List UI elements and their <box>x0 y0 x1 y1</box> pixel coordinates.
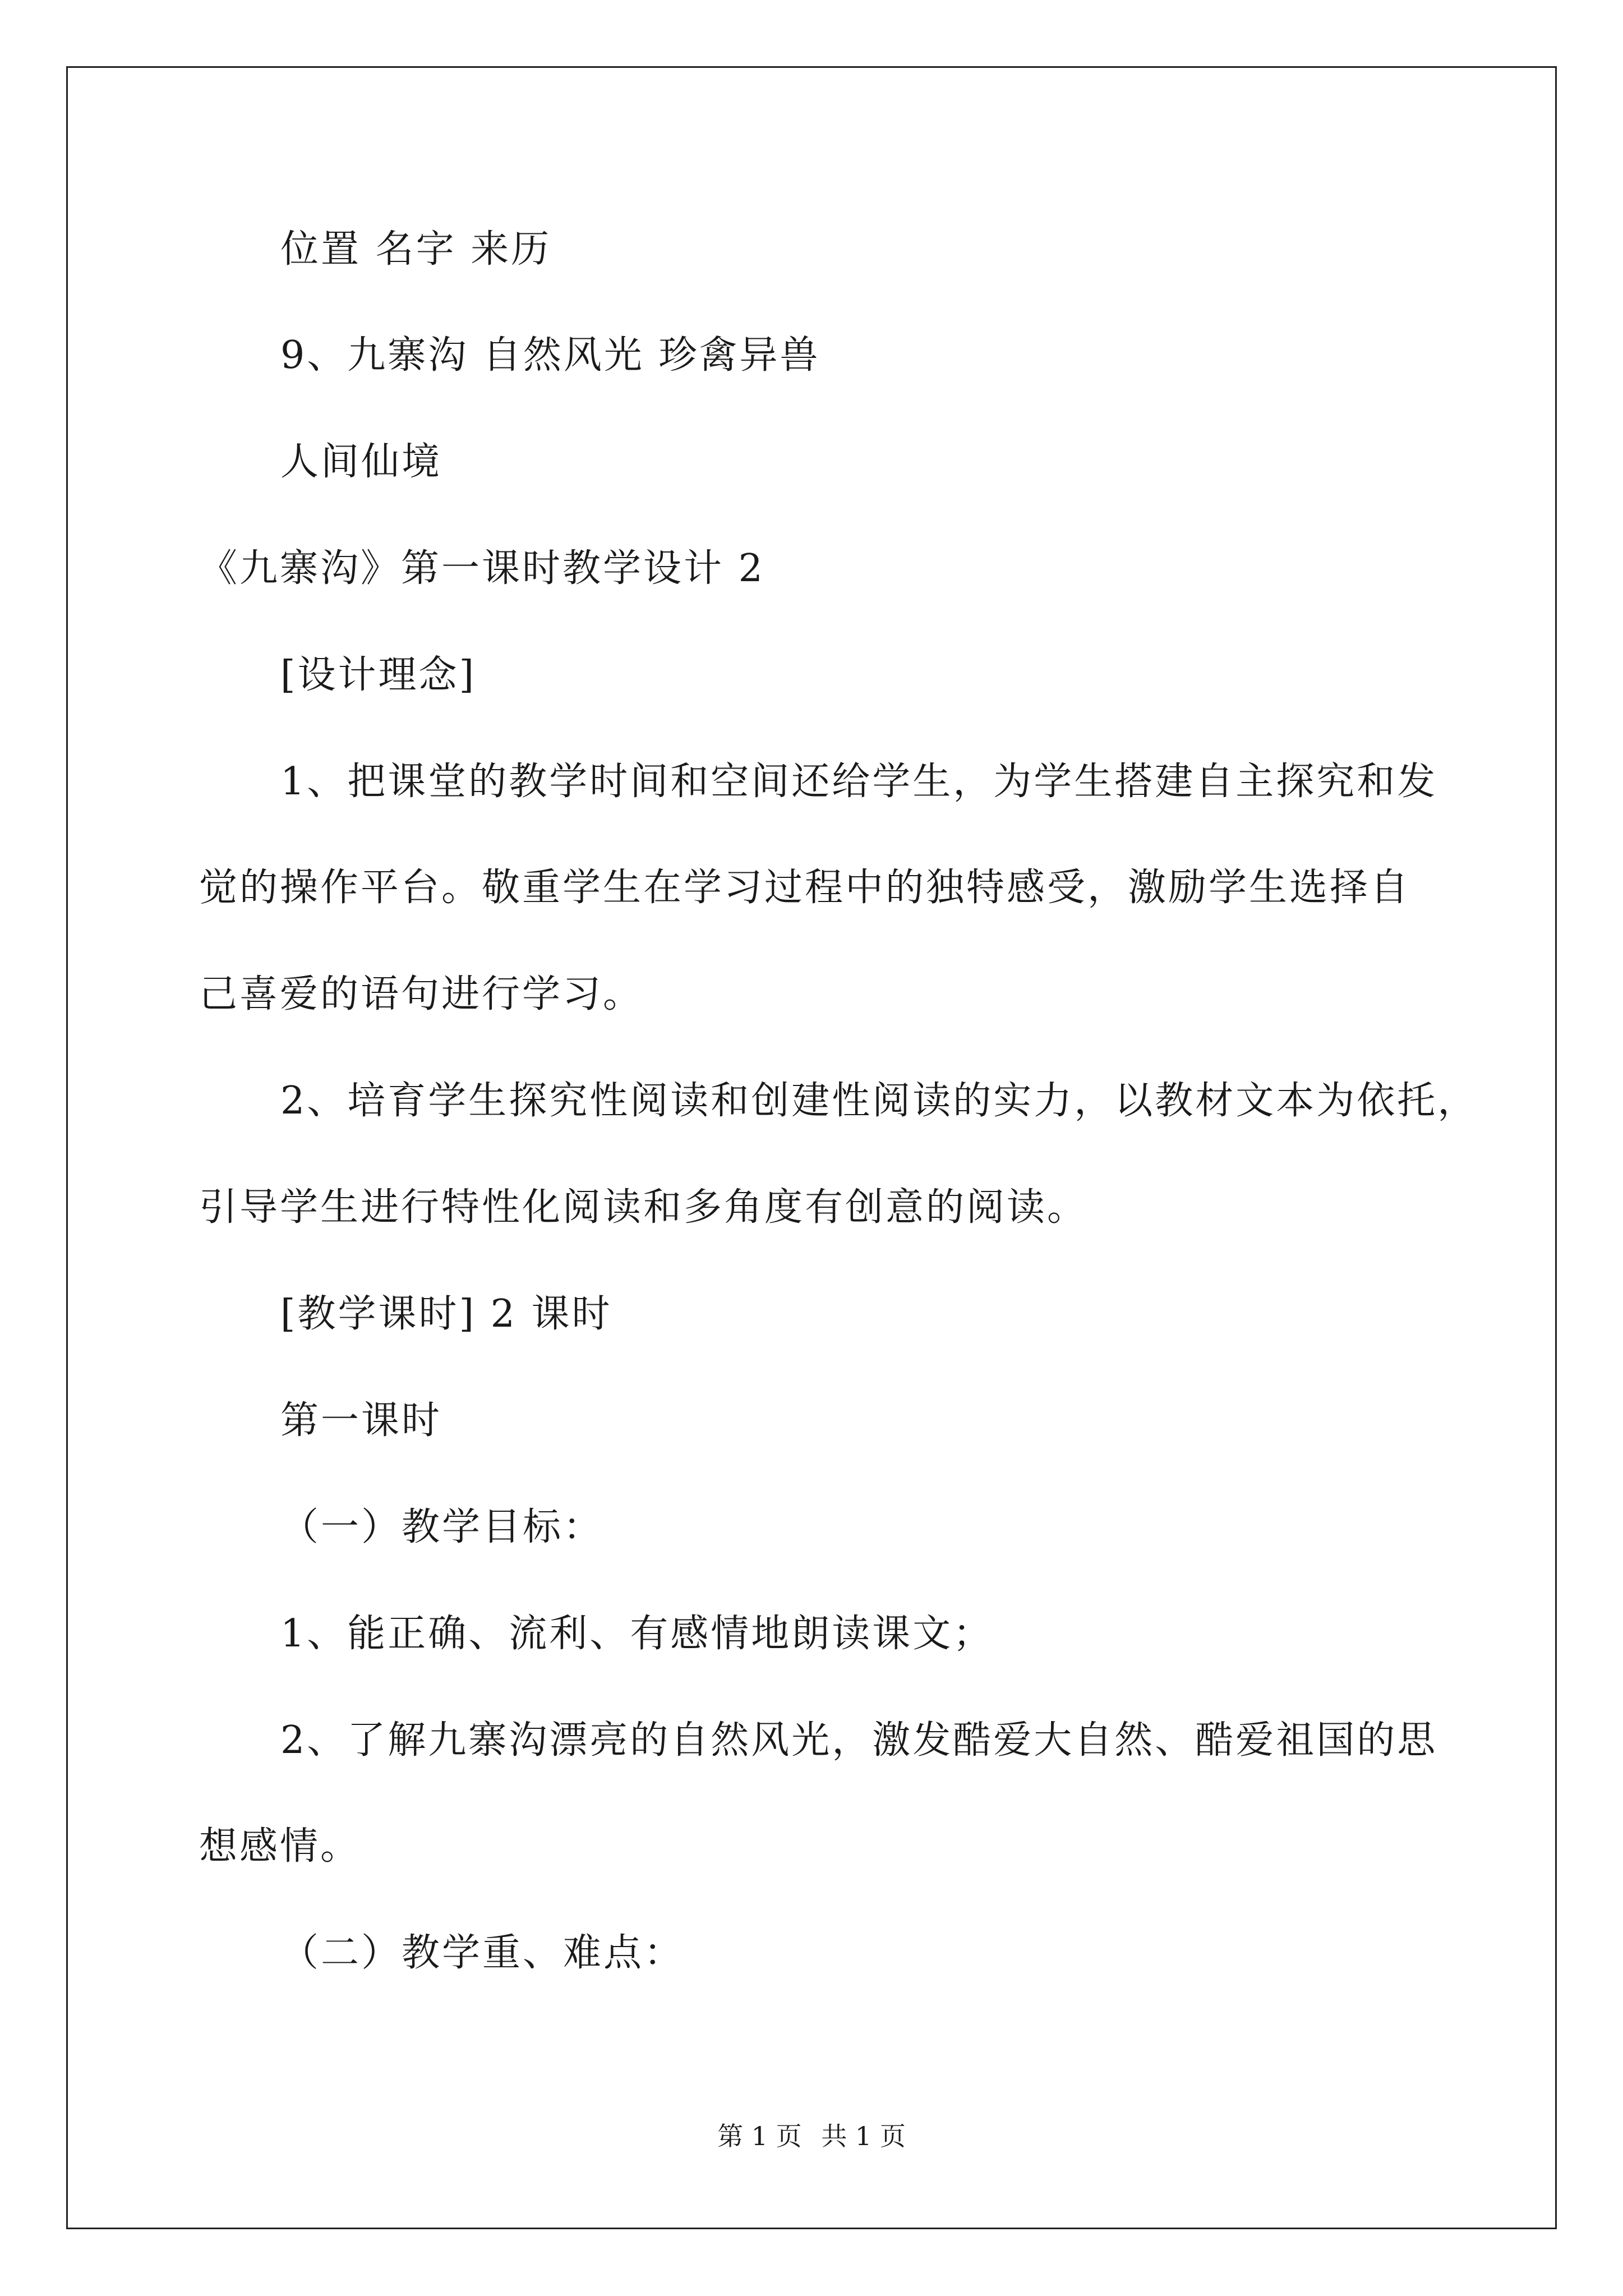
text-line: （二）教学重、难点： <box>280 1931 685 1975</box>
text-line: [教学课时] 2 课时 <box>280 1292 612 1336</box>
text-line: 己喜爱的语句进行学习。 <box>199 972 644 1016</box>
text-line: 1、能正确、流利、有感情地朗读课文； <box>280 1612 994 1656</box>
text-line: 2、培育学生探究性阅读和创建性阅读的实力，以教材文本为依托， <box>280 1079 1478 1123</box>
page-footer <box>0 2123 1623 2149</box>
text-line: 位置 名字 来历 <box>280 227 552 272</box>
section-title: 《九寨沟》第一课时教学设计 2 <box>199 546 765 591</box>
text-line: 想感情。 <box>199 1824 361 1869</box>
text-line: 人间仙境 <box>280 440 442 484</box>
text-line: 9、九寨沟 自然风光 珍禽异兽 <box>280 333 820 378</box>
text-line: （一）教学目标： <box>280 1505 604 1549</box>
text-line: 觉的操作平台。敬重学生在学习过程中的独特感受，激励学生选择自 <box>199 866 1411 910</box>
text-line: 引导学生进行特性化阅读和多角度有创意的阅读。 <box>199 1185 1088 1230</box>
text-line: 1、把课堂的教学时间和空间还给学生，为学生搭建自主探究和发 <box>280 760 1438 804</box>
text-line: 2、了解九寨沟漂亮的自然风光，激发酷爱大自然、酷爱祖国的思 <box>280 1718 1438 1763</box>
page-border <box>66 66 1557 2229</box>
page-number: 第 1 页 <box>717 2121 802 2151</box>
page-total: 共 1 页 <box>821 2121 906 2151</box>
text-line: 第一课时 <box>280 1398 442 1443</box>
text-line: [设计理念] <box>280 653 477 697</box>
